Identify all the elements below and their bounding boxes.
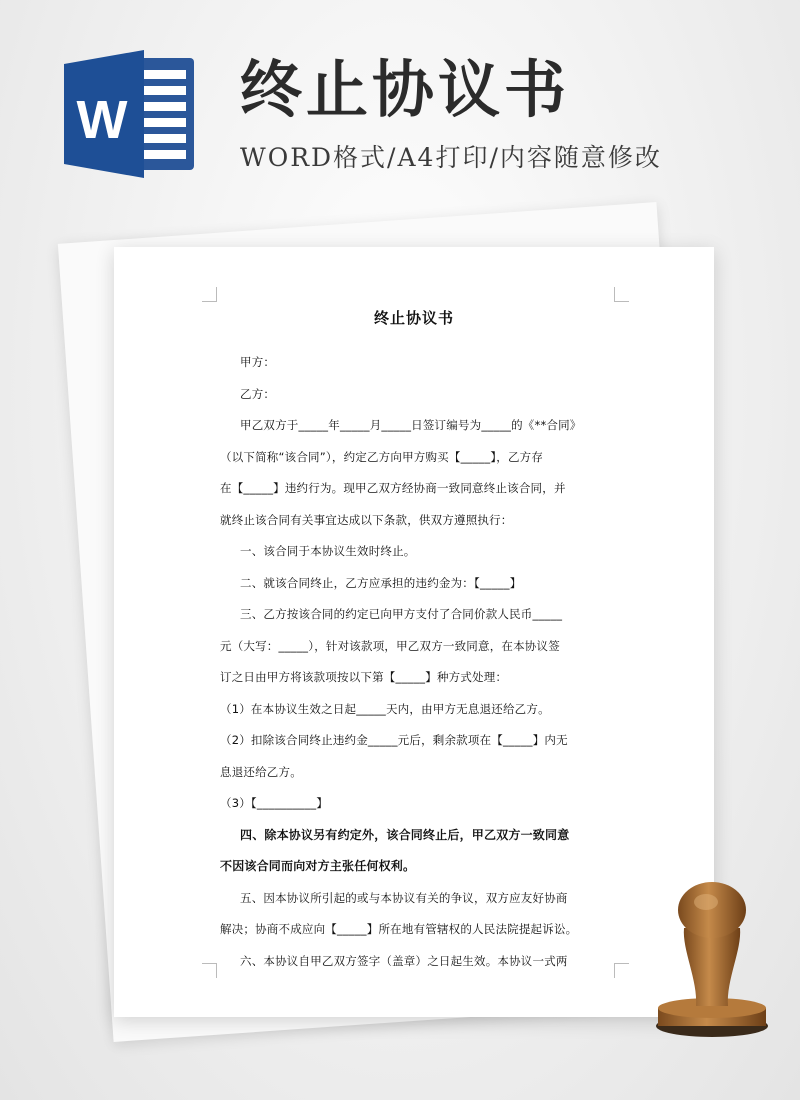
document-line: 解决；协商不成应向【_____】所在地有管辖权的人民法院提起诉讼。 [220,922,578,936]
document-line: 在【_____】违约行为。现甲乙双方经协商一致同意终止该合同，并 [220,481,566,495]
document-line: （1）在本协议生效之日起_____天内，由甲方无息退还给乙方。 [220,701,550,716]
document-line: 息退还给乙方。 [220,764,302,779]
document-line: 五、因本协议所引起的或与本协议有关的争议，双方应友好协商 [240,890,568,905]
stamp-icon [652,880,772,1040]
document-line: 甲乙双方于_____年_____月_____日签订编号为_____的《**合同》 [240,418,582,432]
document-line: 二、就该合同终止，乙方应承担的违约金为：【_____】 [240,575,522,590]
document-line: 三、乙方按该合同的约定已向甲方支付了合同价款人民币_____ [240,607,563,621]
svg-text:W: W [76,90,128,150]
document-line: 甲方： [240,355,276,369]
document-line: 就终止该合同有关事宜达成以下条款，供双方遵照执行： [220,512,513,527]
word-logo-icon [64,50,196,178]
crop-mark-bottom-left [202,963,217,978]
document-line: （以下简称“该合同”），约定乙方向甲方购买【_____】，乙方存 [220,449,544,464]
document-line: 乙方： [240,386,276,401]
document-line: （2）扣除该合同终止违约金_____元后，剩余款项在【_____】内无 [220,733,568,747]
document-line: 六、本协议自甲乙双方签字（盖章）之日起生效。本协议一式两 [240,953,568,968]
document-title: 终止协议书 [373,309,454,327]
document-line: 四、除本协议另有约定外，该合同终止后，甲乙双方一致同意 [240,827,570,842]
header-title: 终止协议书 [240,53,571,126]
document-line: 元（大写：_____），针对该款项，甲乙双方一致同意，在本协议签 [220,638,560,653]
document-page [114,247,714,1017]
header-subtitle: WORD格式/A4打印/内容随意修改 [240,143,662,172]
document-line: 不因该合同而向对方主张任何权利。 [220,859,416,873]
document-line: 一、该合同于本协议生效时终止。 [240,544,416,558]
document-line: （3）【__________】 [220,796,329,810]
crop-mark-top-left [202,287,217,302]
document-line: 订之日由甲方将该款项按以下第【_____】种方式处理： [220,670,508,684]
crop-mark-bottom-right [614,963,629,978]
crop-mark-top-right [614,287,629,302]
